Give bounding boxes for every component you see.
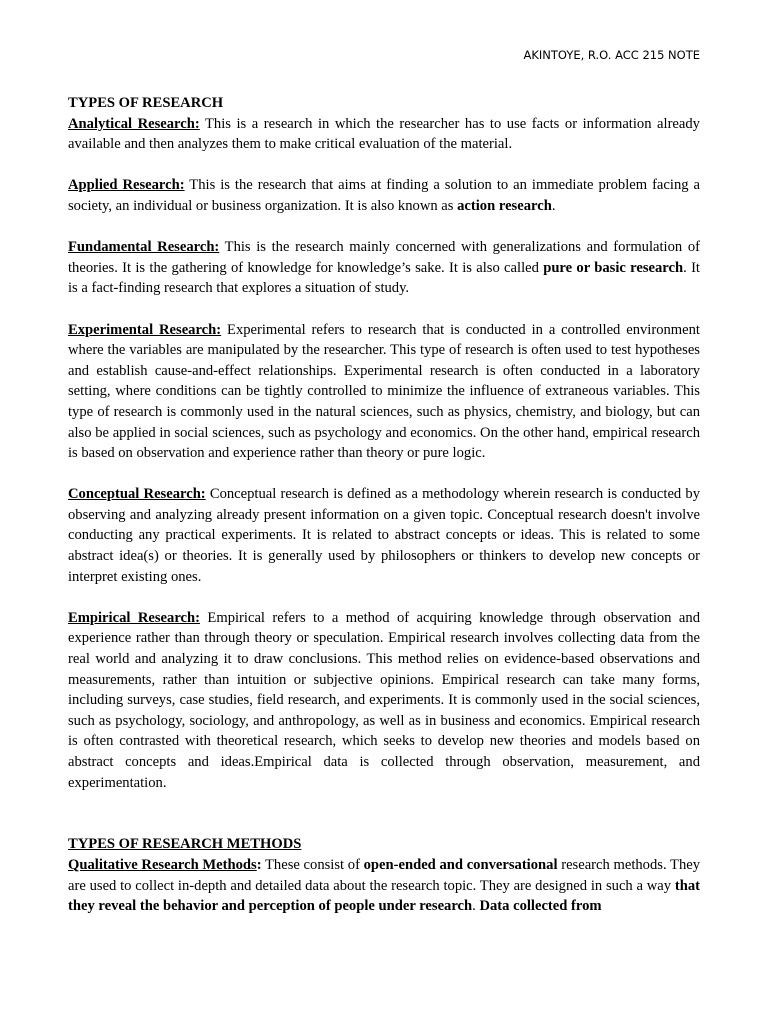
paragraph-text: . xyxy=(472,898,480,915)
term-colon: : xyxy=(256,856,262,873)
page-header: AKINTOYE, R.O. ACC 215 NOTE xyxy=(523,48,700,62)
term-analytical-research: Analytical Research: xyxy=(68,115,200,132)
paragraph-text: Experimental refers to research that is conducted in a controlled environment where the variables are manipulated by the researcher. This type of research is often used to test hypotheses and establish cause-and-effect relationships. Experimental research is often conducted in a laboratory setting, where conditions can be tightly controlled to minimize the influence of extraneous variables. This type of research is commonly used in the natural sciences, such as physics, chemistry, and biology, but can also be applied in social sciences, such as psychology and economics. On the other hand, empirical research is based on observation and experience rather than theory or pure logic. xyxy=(68,321,700,462)
bold-phrase: Data collected from xyxy=(479,898,602,915)
paragraph-text: Empirical refers to a method of acquiring knowledge through observation and experience rather than through theory or speculation. Empirical research involves collecting data from the real world and analyzing it to draw conclusions. This method relies on evidence-based observations and measurements, rather than intuition or subjective opinions. Empirical research can take many forms, including surveys, case studies, field research, and experiments. It is commonly used in the social sciences, such as psychology, sociology, and anthropology, as well as in business and economics. Empirical research is often contrasted with theoretical research, which seeks to develop new theories and models based on abstract concepts and ideas.Empirical data is collected through observation, measurement, and experimentation. xyxy=(68,609,700,791)
section-heading-types-of-research xyxy=(68,93,700,114)
section-heading-types-of-research-methods xyxy=(68,834,700,855)
bold-phrase: open-ended and conversational xyxy=(363,856,558,873)
paragraph-text: . It is a fact-finding research that explores a situation of study. xyxy=(68,259,700,297)
term-fundamental-research: Fundamental Research: xyxy=(68,239,220,256)
heading-text: TYPES OF RESEARCH xyxy=(68,95,224,111)
paragraph-text: research methods. They are used to collect in-depth and detailed data about the research topic. They are designed in such a way xyxy=(68,856,701,894)
bold-phrase: pure or basic research xyxy=(543,259,684,276)
bold-phrase: action research xyxy=(457,197,552,214)
paragraph-fundamental-research xyxy=(68,237,700,299)
paragraph-analytical-research xyxy=(68,114,700,155)
paragraph-qualitative-methods xyxy=(68,855,700,917)
paragraph-text: This is the research mainly concerned with generalizations and formulation of theories. It is the gathering of knowledge for knowledge’s sake. It is also called xyxy=(68,239,700,276)
paragraph-text: . xyxy=(551,197,556,214)
paragraph-experimental-research xyxy=(68,320,700,464)
document-body xyxy=(68,93,700,937)
paragraph-text: This is a research in which the researcher has to use facts or information already available and then analyzes them to make critical evaluation of the material. xyxy=(68,115,700,153)
paragraph-empirical-research xyxy=(68,608,700,793)
term-empirical-research: Empirical Research: xyxy=(68,609,200,626)
paragraph-applied-research xyxy=(68,175,700,216)
paragraph-text: This is the research that aims at finding a solution to an immediate problem facing a society, an individual or business organization. It is also known as xyxy=(68,177,700,214)
heading-text: TYPES OF RESEARCH METHODS xyxy=(68,836,302,853)
paragraph-text: Conceptual research is defined as a methodology wherein research is conducted by observing and analyzing already present information on a given topic. Conceptual research doesn't involve conducting any practical experiments. It is related to abstract concepts or ideas. This is related to some abstract idea(s) or theories. It is generally used by philosophers or thinkers to develop new concepts or interpret existing ones. xyxy=(68,486,700,585)
term-conceptual-research: Conceptual Research: xyxy=(68,486,206,503)
term-applied-research: Applied Research: xyxy=(68,177,185,194)
paragraph-conceptual-research xyxy=(68,484,700,587)
bold-phrase: that they reveal the behavior and perception of people under research xyxy=(68,877,700,915)
term-qualitative-research-methods: Qualitative Research Methods xyxy=(68,856,257,873)
term-experimental-research: Experimental Research: xyxy=(68,321,222,338)
paragraph-text: These consist of xyxy=(261,856,364,873)
